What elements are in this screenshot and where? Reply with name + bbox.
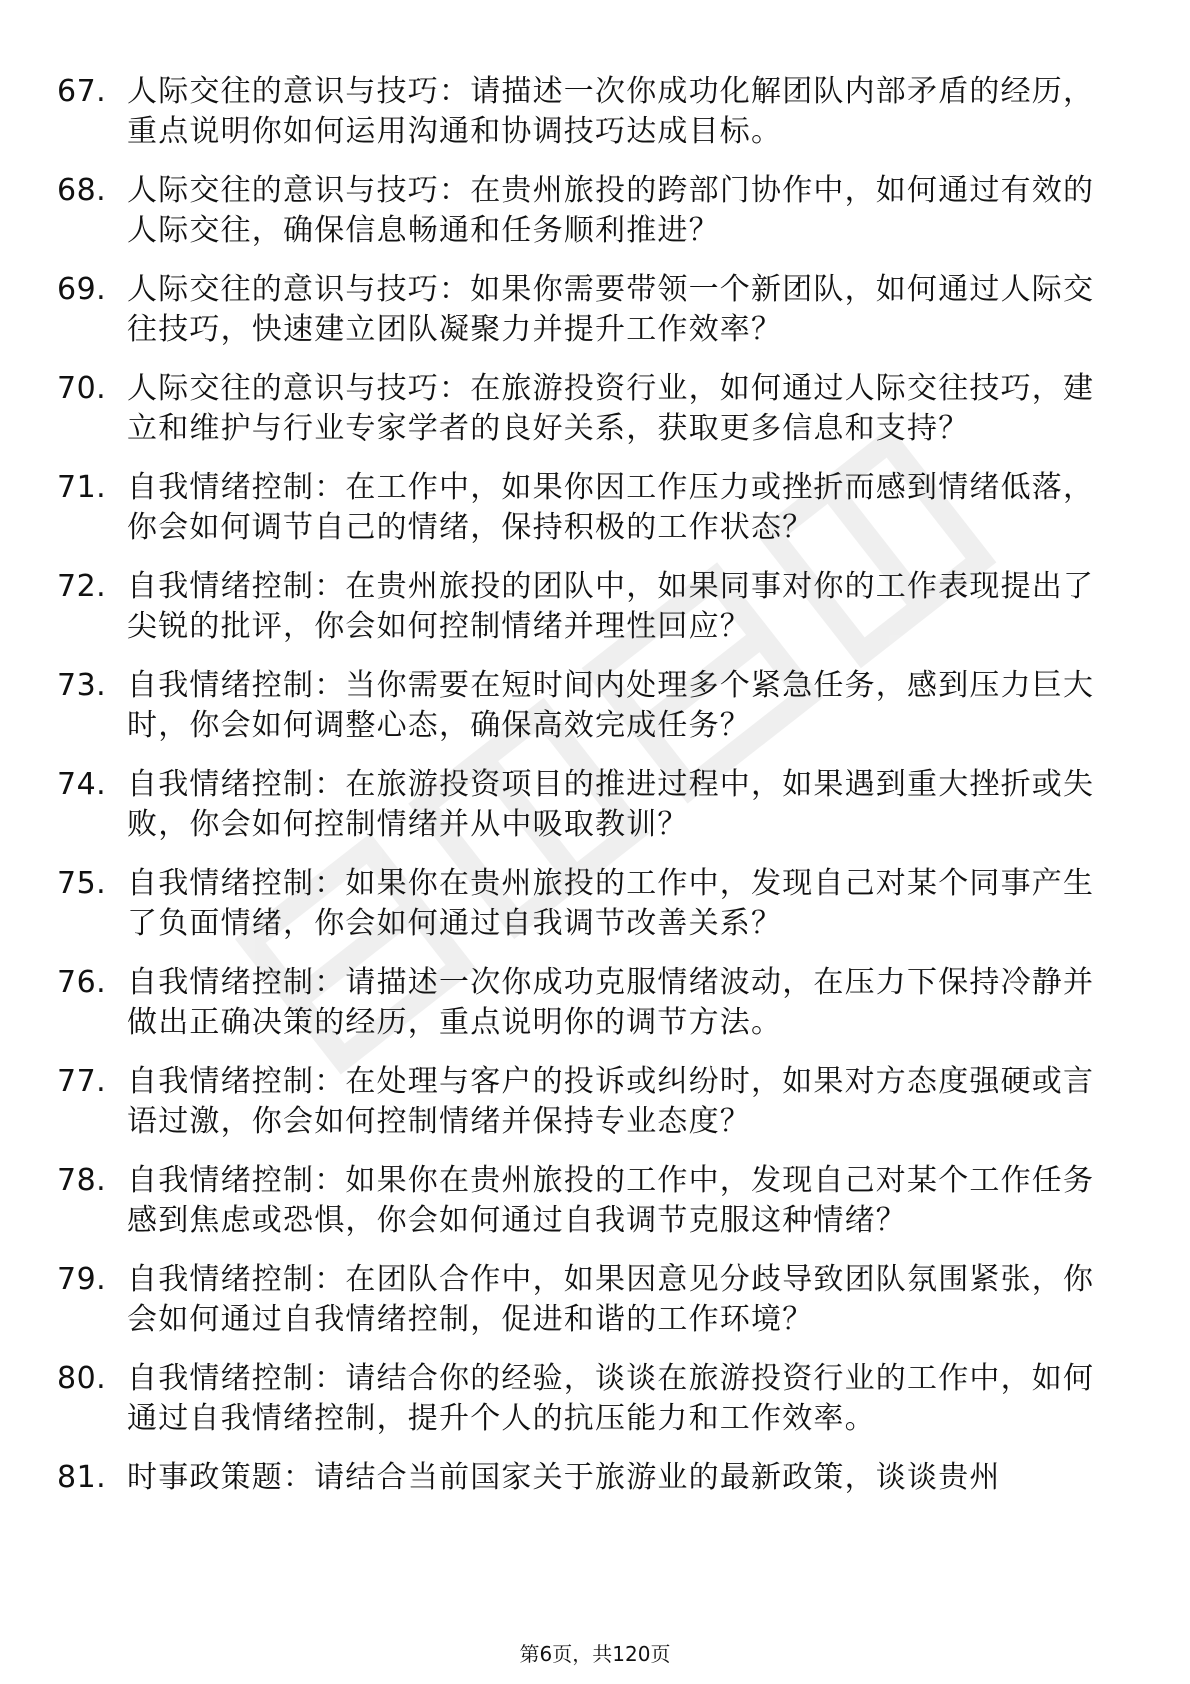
question-number: 74. — [57, 767, 107, 802]
question-text: 自我情绪控制：请结合你的经验，谈谈在旅游投资行业的工作中，如何通过自我情绪控制，提升个人的抗压能力和工作效率。 — [127, 1361, 1095, 1436]
question-item — [57, 369, 1122, 449]
question-text: 人际交往的意识与技巧：请描述一次你成功化解团队内部矛盾的经历，重点说明你如何运用沟通和协调技巧达成目标。 — [127, 74, 1095, 149]
question-item — [57, 567, 1122, 647]
question-text: 人际交往的意识与技巧：如果你需要带领一个新团队，如何通过人际交往技巧，快速建立团队凝聚力并提升工作效率？ — [127, 272, 1095, 347]
question-text: 自我情绪控制：在团队合作中，如果因意见分歧导致团队氛围紧张，你会如何通过自我情绪控制，促进和谐的工作环境？ — [127, 1262, 1095, 1337]
question-item — [57, 864, 1122, 944]
question-number: 76. — [57, 965, 107, 1000]
question-text: 自我情绪控制：如果你在贵州旅投的工作中，发现自己对某个同事产生了负面情绪，你会如何通过自我调节改善关系？ — [127, 866, 1095, 941]
question-text: 自我情绪控制：在贵州旅投的团队中，如果同事对你的工作表现提出了尖锐的批评，你会如何控制情绪并理性回应？ — [127, 569, 1095, 644]
question-item — [57, 1161, 1122, 1241]
question-item — [57, 1260, 1122, 1340]
question-text: 自我情绪控制：如果你在贵州旅投的工作中，发现自己对某个工作任务感到焦虑或恐惧，你会如何通过自我调节克服这种情绪？ — [127, 1163, 1095, 1238]
question-text: 自我情绪控制：请描述一次你成功克服情绪波动，在压力下保持冷静并做出正确决策的经历，重点说明你的调节方法。 — [127, 965, 1095, 1040]
question-number: 77. — [57, 1064, 107, 1099]
question-text: 自我情绪控制：在处理与客户的投诉或纠纷时，如果对方态度强硬或言语过激，你会如何控制情绪并保持专业态度？ — [127, 1064, 1095, 1139]
question-item — [57, 666, 1122, 746]
question-number: 78. — [57, 1163, 107, 1198]
question-item — [57, 171, 1122, 251]
question-list — [57, 72, 1122, 1517]
question-number: 70. — [57, 371, 107, 406]
question-number: 67. — [57, 74, 107, 109]
question-item — [57, 72, 1122, 152]
question-number: 79. — [57, 1262, 107, 1297]
question-item — [57, 765, 1122, 845]
page-footer: 第6页，共120页 — [519, 1642, 671, 1666]
question-number: 73. — [57, 668, 107, 703]
question-item — [57, 1458, 1122, 1498]
question-text: 自我情绪控制：当你需要在短时间内处理多个紧急任务，感到压力巨大时，你会如何调整心态，确保高效完成任务？ — [127, 668, 1095, 743]
question-text: 人际交往的意识与技巧：在贵州旅投的跨部门协作中，如何通过有效的人际交往，确保信息畅通和任务顺利推进？ — [127, 173, 1095, 248]
question-number: 80. — [57, 1361, 107, 1396]
question-item — [57, 963, 1122, 1043]
question-text: 时事政策题：请结合当前国家关于旅游业的最新政策，谈谈贵州 — [127, 1460, 1001, 1495]
question-item — [57, 1359, 1122, 1439]
question-number: 71. — [57, 470, 107, 505]
question-number: 81. — [57, 1460, 107, 1495]
question-number: 69. — [57, 272, 107, 307]
question-item — [57, 270, 1122, 350]
question-text: 人际交往的意识与技巧：在旅游投资行业，如何通过人际交往技巧，建立和维护与行业专家学者的良好关系，获取更多信息和支持？ — [127, 371, 1095, 446]
question-text: 自我情绪控制：在工作中，如果你因工作压力或挫折而感到情绪低落，你会如何调节自己的情绪，保持积极的工作状态？ — [127, 470, 1095, 545]
question-item — [57, 1062, 1122, 1142]
question-text: 自我情绪控制：在旅游投资项目的推进过程中，如果遇到重大挫折或失败，你会如何控制情绪并从中吸取教训？ — [127, 767, 1095, 842]
question-number: 75. — [57, 866, 107, 901]
question-item — [57, 468, 1122, 548]
question-number: 68. — [57, 173, 107, 208]
question-number: 72. — [57, 569, 107, 604]
